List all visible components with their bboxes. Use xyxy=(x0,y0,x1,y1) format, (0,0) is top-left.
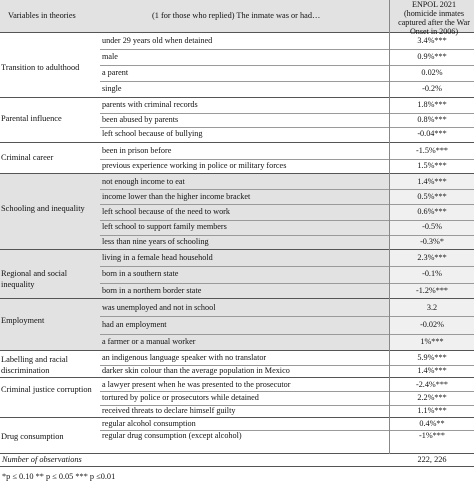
group-transition-to-adulthood xyxy=(0,33,474,98)
group-schooling-and-inequality xyxy=(0,174,474,250)
row-label: darker skin colour than the average population in Mexico xyxy=(102,366,290,376)
header-enpol-line1: ENPOL 2021 xyxy=(412,0,456,9)
row-label: single xyxy=(102,84,122,93)
column-divider xyxy=(389,0,390,454)
row-value: 1.1%*** xyxy=(417,406,447,416)
row-label: born in a southern state xyxy=(102,269,179,279)
row-value: 5.9%*** xyxy=(417,352,447,362)
row-label: left school to support family members xyxy=(102,222,227,232)
row-divider xyxy=(100,189,474,190)
row-divider xyxy=(100,266,474,267)
row-label: born in a northern border state xyxy=(102,285,202,295)
row-value: 1.5%*** xyxy=(417,161,447,171)
row-label: regular drug consumption (except alcohol) xyxy=(102,431,242,440)
row-value: 0.9%*** xyxy=(417,52,447,61)
row-divider xyxy=(100,316,474,317)
row-label: been abused by parents xyxy=(102,114,179,124)
row-value: 1%*** xyxy=(420,337,444,347)
row-value: 3.4%*** xyxy=(417,36,447,45)
row-value: 0.8%*** xyxy=(417,114,447,124)
header-enpol-line4: Onset in 2006) xyxy=(409,27,459,36)
significance-note: *p ≤ 0.10 ** p ≤ 0.05 *** p ≤0.01 xyxy=(2,472,116,481)
row-value: -0.1% xyxy=(422,269,442,279)
row-divider xyxy=(100,430,474,431)
table-header xyxy=(0,0,474,36)
row-label: living in a female head household xyxy=(102,253,213,263)
row-divider xyxy=(100,391,474,392)
row-value: -2.4%*** xyxy=(415,379,449,389)
group-employment xyxy=(0,299,474,351)
row-value: 3.2 xyxy=(426,302,438,312)
row-label: was unemployed and not in school xyxy=(102,302,216,312)
row-divider xyxy=(100,127,474,128)
observations-value: 222, 226 xyxy=(417,455,447,464)
row-label: received threats to declare himself guilty xyxy=(102,406,236,416)
row-value: -0.2% xyxy=(422,84,442,93)
group-drug-consumption xyxy=(0,418,474,454)
header-inmate-question: (1 for those who replied) The inmate was or had… xyxy=(152,11,321,20)
row-value: 0.4%** xyxy=(419,419,445,428)
row-divider xyxy=(100,283,474,284)
observations-row xyxy=(0,454,474,467)
row-divider xyxy=(100,220,474,221)
row-value: 1.8%*** xyxy=(417,100,447,110)
category-label: Criminal justice corruption xyxy=(1,385,92,394)
row-divider xyxy=(100,235,474,236)
row-label: a farmer or a manual worker xyxy=(102,337,196,347)
row-label: not enough income to eat xyxy=(102,176,185,186)
row-label: income lower than the higher income bracket xyxy=(102,191,251,201)
category-label: Schooling and inequality xyxy=(1,204,85,213)
row-divider xyxy=(100,365,474,366)
row-value: 2.3%*** xyxy=(417,253,447,263)
header-variables: Variables in theories xyxy=(8,11,76,20)
category-label: Transition to adulthood xyxy=(1,63,80,72)
row-value: 1.4%*** xyxy=(417,366,447,376)
row-label: parents with criminal records xyxy=(102,100,198,110)
row-divider xyxy=(100,113,474,114)
row-label: less than nine years of schooling xyxy=(102,237,209,247)
row-divider xyxy=(100,204,474,205)
row-value: -0.02% xyxy=(420,319,444,329)
row-value: 2.2%*** xyxy=(417,392,447,402)
row-label: a lawyer present when he was presented to the prosecutor xyxy=(102,379,291,389)
row-divider xyxy=(100,159,474,160)
row-label: a parent xyxy=(102,68,129,77)
row-label: had an employment xyxy=(102,319,167,329)
row-label: an indigenous language speaker with no translator xyxy=(102,352,267,362)
row-label: male xyxy=(102,52,118,61)
row-label: under 29 years old when detained xyxy=(102,36,213,45)
row-value: 0.02% xyxy=(421,68,443,77)
row-label: regular alcohol consumption xyxy=(102,419,196,428)
category-label: Employment xyxy=(1,316,45,325)
row-value: 0.6%*** xyxy=(417,207,447,216)
row-value: 1.4%*** xyxy=(417,176,447,186)
group-criminal-justice-corruption xyxy=(0,378,474,418)
group-criminal-career xyxy=(0,143,474,174)
row-value: -0.3%* xyxy=(420,237,444,247)
header-enpol-line3: captured after the War xyxy=(398,18,470,27)
group-parental-influence xyxy=(0,98,474,143)
observations-label: Number of observations xyxy=(2,455,82,464)
category-label: Labelling and racial discrimination xyxy=(1,355,68,375)
header-enpol-line2: (homicide inmates xyxy=(403,9,464,18)
group-regional-and-social-inequality xyxy=(0,250,474,299)
row-value: 0.5%*** xyxy=(417,191,447,201)
group-labelling-and-racial-discrimination xyxy=(0,351,474,378)
row-divider xyxy=(100,81,474,82)
header-enpol xyxy=(394,0,474,36)
category-label: Parental influence xyxy=(1,114,62,123)
row-value: -0.04*** xyxy=(417,129,447,139)
row-label: left school because of the need to work xyxy=(102,207,230,216)
row-value: -1.2%*** xyxy=(415,285,449,295)
row-divider xyxy=(100,405,474,406)
category-label: Drug consumption xyxy=(1,432,64,441)
row-label: been in prison before xyxy=(102,145,172,155)
row-value: -1%*** xyxy=(419,431,445,440)
row-label: tortured by police or prosecutors while detained xyxy=(102,392,259,402)
row-value: -1.5%*** xyxy=(415,145,449,155)
row-divider xyxy=(100,65,474,66)
row-label: left school because of bullying xyxy=(102,129,203,139)
category-label: Regional and social inequality xyxy=(1,269,68,289)
row-divider xyxy=(100,49,474,50)
category-label: Criminal career xyxy=(1,153,54,162)
row-label: previous experience working in police or military forces xyxy=(102,161,287,171)
row-divider xyxy=(100,334,474,335)
row-value: -0.5% xyxy=(422,222,442,232)
